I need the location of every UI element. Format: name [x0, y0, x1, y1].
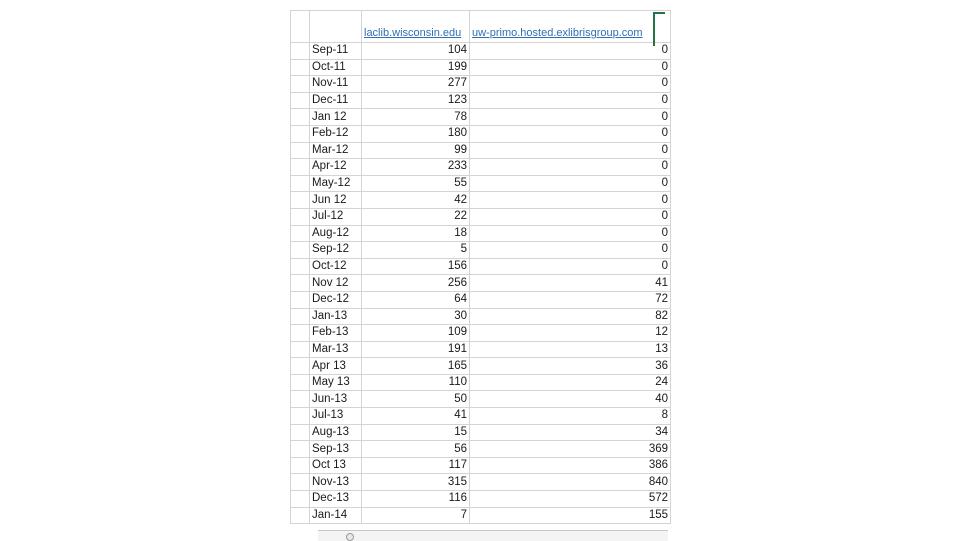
- source1-value-cell[interactable]: 7: [362, 507, 470, 524]
- source1-value-cell[interactable]: 22: [362, 208, 470, 225]
- source1-value-cell[interactable]: 116: [362, 491, 470, 508]
- month-cell[interactable]: Mar-13: [310, 341, 362, 358]
- source1-value-cell[interactable]: 56: [362, 441, 470, 458]
- month-cell[interactable]: Nov-11: [310, 76, 362, 93]
- month-cell[interactable]: Jun-13: [310, 391, 362, 408]
- row-gutter: [291, 325, 310, 342]
- row-gutter: [291, 208, 310, 225]
- table-row: [291, 291, 671, 308]
- month-cell[interactable]: Aug-13: [310, 424, 362, 441]
- source1-value-cell[interactable]: 110: [362, 374, 470, 391]
- source2-value-cell[interactable]: 12: [470, 325, 671, 342]
- table-row: [291, 175, 671, 192]
- source2-value-cell[interactable]: 0: [470, 258, 671, 275]
- source2-value-cell[interactable]: 0: [470, 192, 671, 209]
- source1-value-cell[interactable]: 99: [362, 142, 470, 159]
- row-gutter: [291, 308, 310, 325]
- header-cell-source2[interactable]: [470, 11, 671, 43]
- row-gutter: [291, 275, 310, 292]
- row-gutter: [291, 341, 310, 358]
- table-row: [291, 424, 671, 441]
- table-row: [291, 208, 671, 225]
- source2-value-cell[interactable]: 72: [470, 291, 671, 308]
- row-gutter: [291, 441, 310, 458]
- row-gutter: [291, 175, 310, 192]
- source1-value-cell[interactable]: 156: [362, 258, 470, 275]
- month-cell[interactable]: Jan 12: [310, 109, 362, 126]
- source1-value-cell[interactable]: 55: [362, 175, 470, 192]
- table-row: [291, 358, 671, 375]
- table-row: [291, 125, 671, 142]
- row-gutter: [291, 76, 310, 93]
- source2-value-cell[interactable]: 0: [470, 142, 671, 159]
- source2-value-cell[interactable]: 0: [470, 76, 671, 93]
- row-gutter: [291, 474, 310, 491]
- source1-value-cell[interactable]: 199: [362, 59, 470, 76]
- row-gutter: [291, 125, 310, 142]
- source2-value-cell[interactable]: 572: [470, 491, 671, 508]
- table-row: [291, 242, 671, 259]
- source2-value-cell[interactable]: 0: [470, 175, 671, 192]
- source2-value-cell[interactable]: 155: [470, 507, 671, 524]
- month-cell[interactable]: Jan-14: [310, 507, 362, 524]
- table-row: [291, 92, 671, 109]
- source2-value-cell[interactable]: 0: [470, 159, 671, 176]
- source2-value-cell[interactable]: 8: [470, 408, 671, 425]
- table-row: [291, 341, 671, 358]
- source1-value-cell[interactable]: 78: [362, 109, 470, 126]
- table-row: [291, 308, 671, 325]
- source1-value-cell[interactable]: 41: [362, 408, 470, 425]
- source1-value-cell[interactable]: 109: [362, 325, 470, 342]
- table-row: [291, 59, 671, 76]
- row-gutter: [291, 291, 310, 308]
- month-cell[interactable]: Feb-12: [310, 125, 362, 142]
- source1-value-cell[interactable]: 5: [362, 242, 470, 259]
- month-cell[interactable]: May-12: [310, 175, 362, 192]
- source1-value-cell[interactable]: 30: [362, 308, 470, 325]
- data-table: [290, 10, 671, 524]
- month-cell[interactable]: Sep-13: [310, 441, 362, 458]
- source2-link[interactable]: uw-primo.hosted.exlibrisgroup.com: [472, 27, 643, 39]
- source1-value-cell[interactable]: 180: [362, 125, 470, 142]
- month-cell[interactable]: Sep-11: [310, 43, 362, 60]
- month-cell[interactable]: Oct 13: [310, 457, 362, 474]
- source1-value-cell[interactable]: 191: [362, 341, 470, 358]
- source2-value-cell[interactable]: 24: [470, 374, 671, 391]
- source2-value-cell[interactable]: 0: [470, 225, 671, 242]
- source2-value-cell[interactable]: 0: [470, 92, 671, 109]
- source2-value-cell[interactable]: 36: [470, 358, 671, 375]
- month-cell[interactable]: May 13: [310, 374, 362, 391]
- table-row: [291, 192, 671, 209]
- month-cell[interactable]: Sep-12: [310, 242, 362, 259]
- header-cell-source1[interactable]: [362, 11, 470, 43]
- month-cell[interactable]: Aug-12: [310, 225, 362, 242]
- month-cell[interactable]: Jun 12: [310, 192, 362, 209]
- header-row: [291, 11, 671, 43]
- table-row: [291, 441, 671, 458]
- source1-value-cell[interactable]: 50: [362, 391, 470, 408]
- source2-value-cell[interactable]: 0: [470, 43, 671, 60]
- month-cell[interactable]: Nov 12: [310, 275, 362, 292]
- row-gutter: [291, 142, 310, 159]
- source2-value-cell[interactable]: 0: [470, 109, 671, 126]
- source1-value-cell[interactable]: 15: [362, 424, 470, 441]
- row-gutter: [291, 159, 310, 176]
- month-cell[interactable]: Apr-12: [310, 159, 362, 176]
- source2-value-cell[interactable]: 369: [470, 441, 671, 458]
- source2-value-cell[interactable]: 0: [470, 242, 671, 259]
- row-gutter: [291, 109, 310, 126]
- row-gutter: [291, 374, 310, 391]
- source1-value-cell[interactable]: 117: [362, 457, 470, 474]
- table-row: [291, 275, 671, 292]
- table-row: [291, 76, 671, 93]
- table-row: [291, 408, 671, 425]
- source2-value-cell[interactable]: 13: [470, 341, 671, 358]
- spreadsheet: [290, 10, 668, 534]
- month-cell[interactable]: Jul-12: [310, 208, 362, 225]
- month-cell[interactable]: Apr 13: [310, 358, 362, 375]
- row-gutter: [291, 391, 310, 408]
- row-gutter: [291, 424, 310, 441]
- month-cell[interactable]: Feb-13: [310, 325, 362, 342]
- row-gutter: [291, 192, 310, 209]
- table-row: [291, 507, 671, 524]
- source1-value-cell[interactable]: 64: [362, 291, 470, 308]
- source1-value-cell[interactable]: 123: [362, 92, 470, 109]
- source2-value-cell[interactable]: 34: [470, 424, 671, 441]
- source1-value-cell[interactable]: 42: [362, 192, 470, 209]
- row-gutter: [291, 43, 310, 60]
- month-cell[interactable]: Oct-12: [310, 258, 362, 275]
- source1-value-cell[interactable]: 315: [362, 474, 470, 491]
- source1-value-cell[interactable]: 277: [362, 76, 470, 93]
- month-cell[interactable]: Dec-12: [310, 291, 362, 308]
- row-gutter: [291, 242, 310, 259]
- row-gutter: [291, 491, 310, 508]
- row-gutter: [291, 507, 310, 524]
- month-cell[interactable]: Nov-13: [310, 474, 362, 491]
- month-cell[interactable]: Oct-11: [310, 59, 362, 76]
- source2-value-cell[interactable]: 41: [470, 275, 671, 292]
- source2-value-cell[interactable]: 0: [470, 125, 671, 142]
- source1-value-cell[interactable]: 165: [362, 358, 470, 375]
- source1-value-cell[interactable]: 233: [362, 159, 470, 176]
- table-row: [291, 491, 671, 508]
- row-gutter: [291, 11, 310, 43]
- table-row: [291, 225, 671, 242]
- selected-cell-indicator: [653, 12, 665, 46]
- table-row: [291, 43, 671, 60]
- table-row: [291, 391, 671, 408]
- table-row: [291, 159, 671, 176]
- table-row: [291, 325, 671, 342]
- source1-value-cell[interactable]: 104: [362, 43, 470, 60]
- month-cell[interactable]: Mar-12: [310, 142, 362, 159]
- source2-value-cell[interactable]: 386: [470, 457, 671, 474]
- source2-value-cell[interactable]: 840: [470, 474, 671, 491]
- source2-value-cell[interactable]: 0: [470, 59, 671, 76]
- row-gutter: [291, 408, 310, 425]
- source1-value-cell[interactable]: 256: [362, 275, 470, 292]
- row-gutter: [291, 225, 310, 242]
- row-gutter: [291, 457, 310, 474]
- table-row: [291, 474, 671, 491]
- table-row: [291, 374, 671, 391]
- header-cell-month[interactable]: [310, 11, 362, 43]
- row-gutter: [291, 92, 310, 109]
- source2-value-cell[interactable]: 0: [470, 208, 671, 225]
- table-row: [291, 258, 671, 275]
- source2-value-cell[interactable]: 40: [470, 391, 671, 408]
- source2-value-cell[interactable]: 82: [470, 308, 671, 325]
- horizontal-scrollbar[interactable]: [318, 530, 668, 541]
- month-cell[interactable]: Jul-13: [310, 408, 362, 425]
- month-cell[interactable]: Dec-11: [310, 92, 362, 109]
- table-row: [291, 457, 671, 474]
- row-gutter: [291, 258, 310, 275]
- month-cell[interactable]: Dec-13: [310, 491, 362, 508]
- source1-value-cell[interactable]: 18: [362, 225, 470, 242]
- table-row: [291, 109, 671, 126]
- month-cell[interactable]: Jan-13: [310, 308, 362, 325]
- row-gutter: [291, 358, 310, 375]
- source1-link[interactable]: laclib.wisconsin.edu: [364, 27, 462, 39]
- row-gutter: [291, 59, 310, 76]
- table-row: [291, 142, 671, 159]
